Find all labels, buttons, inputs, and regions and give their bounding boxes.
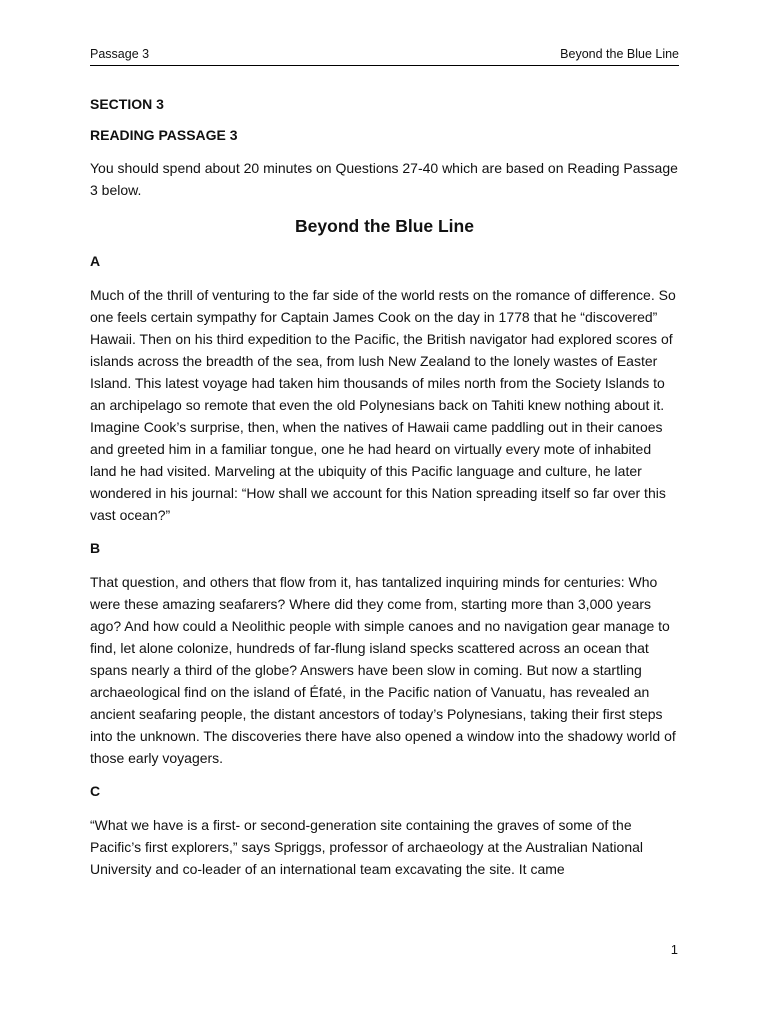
paragraph-letter-c: C xyxy=(90,783,101,799)
paragraph-letter-a: A xyxy=(90,253,101,269)
paragraph-c: “What we have is a first- or second-generation site containing the graves of some of the Pacific’s first explorers,” says Spriggs, professor of archaeology at the Australian National University and co-leader of an international team excavating the site. It came xyxy=(90,817,643,877)
instructions-text: You should spend about 20 minutes on Questions 27-40 which are based on Reading Passage 3 below. xyxy=(90,160,678,198)
passage-label: READING PASSAGE 3 xyxy=(90,127,238,143)
header-title: Beyond the Blue Line xyxy=(560,47,679,61)
page-content xyxy=(90,93,679,880)
paragraph-b: That question, and others that flow from it, has tantalized inquiring minds for centuries: Who were these amazing seafarers? Where did they come from, starting more than 3,000 years ago? And how could a Neolithic people with simple canoes and no navigation gear manage to find, let alone colonize, hundreds of far-flung island specks scattered across an ocean that spans nearly a third of the globe? Answers have been slow in coming. But now a startling archaeological find on the island of Éfaté, in the Pacific nation of Vanuatu, has revealed an ancient seafaring people, the distant ancestors of today’s Polynesians, taking their first steps into the unknown. The discoveries there have also opened a window into the shadowy world of those early voyagers. xyxy=(90,574,676,766)
page-number: 1 xyxy=(670,942,678,957)
section-label: SECTION 3 xyxy=(90,96,164,112)
header-passage-label: Passage 3 xyxy=(90,47,150,61)
paragraph-letter-b: B xyxy=(90,540,101,556)
passage-title: Beyond the Blue Line xyxy=(295,216,474,236)
page-header xyxy=(90,47,679,66)
paragraph-a: Much of the thrill of venturing to the far side of the world rests on the romance of difference. So one feels certain sympathy for Captain James Cook on the day in 1778 that he “discovered” Hawaii. Then on his third expedition to the Pacific, the British navigator had explored scores of islands across the breadth of the sea, from lush New Zealand to the lonely wastes of Easter Island. This latest voyage had taken him thousands of miles north from the Society Islands to an archipelago so remote that even the old Polynesians back on Tahiti knew nothing about it. Imagine Cook’s surprise, then, when the natives of Hawaii came paddling out in their canoes and greeted him in a familiar tongue, one he had heard on virtually every mote of inhabited land he had visited. Marveling at the ubiquity of this Pacific language and culture, he later wondered in his journal: “How shall we account for this Nation spreading itself so far over this vast ocean?” xyxy=(90,287,676,523)
